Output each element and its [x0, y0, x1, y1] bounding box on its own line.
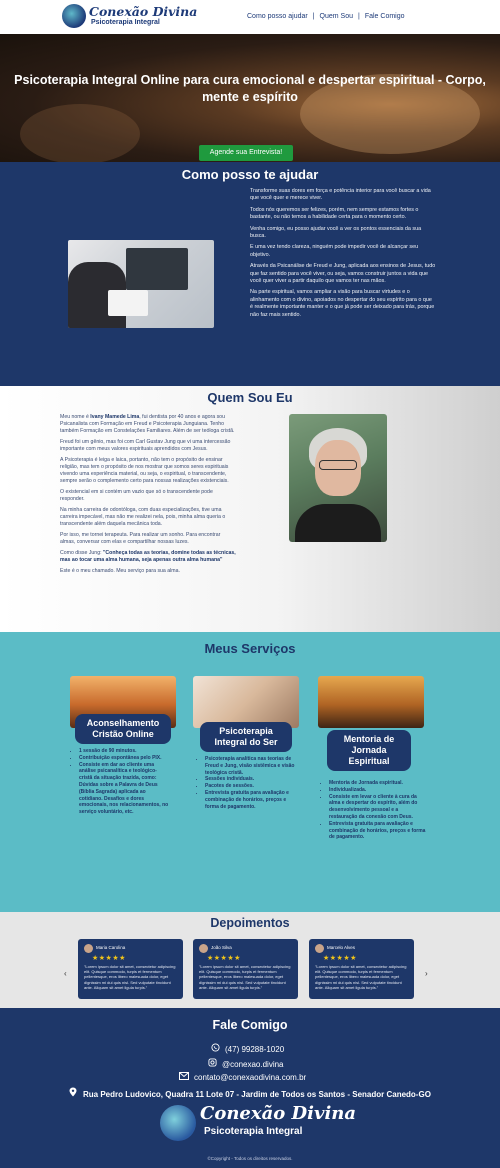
hero-hands-image-left — [20, 104, 140, 164]
nav-link-fale-comigo[interactable]: Fale Comigo — [364, 13, 405, 20]
section-title: Quem Sou Eu — [207, 390, 293, 405]
nav-link-quem-sou[interactable]: Quem Sou — [319, 13, 353, 20]
service-list-psicoterapia — [198, 756, 296, 810]
rating-stars-icon: ★★★★★ — [323, 955, 357, 962]
list-item: • Mentoria de Jornada espiritual. — [329, 780, 426, 787]
contact-address — [68, 1087, 431, 1099]
paragraph: Venha comigo, eu posso ajudar você a ver os pontos essenciais da sua busca. — [250, 225, 422, 240]
nav-separator: | — [358, 13, 360, 20]
list-item: • Psicoterapia analítica nas teorias de Freud e Jung, visão sistêmica e visão teológica cristã. — [205, 756, 296, 776]
photo-shirt-shape — [295, 504, 381, 542]
service-title-aconselhamento[interactable]: Aconselhamento Cristão Online — [75, 714, 171, 744]
footer-logo-tagline: Psicoterapia Integral — [204, 1126, 303, 1137]
contact-whatsapp[interactable] — [210, 1043, 284, 1054]
header-logo[interactable] — [62, 4, 198, 30]
paragraph: Por isso, me tornei terapeuta. Para realizar um sonho. Para encontrar almas, conversar com elas e compartilhar nossas luzes. — [60, 532, 221, 545]
testimonial-name: Marcelo Alves — [327, 945, 356, 950]
logo-title: Conexão Divina — [89, 4, 198, 19]
section-como-posso-ajudar — [0, 162, 500, 386]
paragraph: Freud foi um gênio, mas foi com Carl Gustav Jung que vi uma intercessão importante com meus valores espirituais aprendidos com Jesus. — [60, 439, 231, 452]
intro-text-cont: , fui dentista por 40 anos e agora sou Psicanalista com Formação em Freud e Psicoterapia Junguiana. Tenho também Formação em Constelações Familiares. Além de ser teóloga cristã. — [60, 414, 235, 434]
paragraph: Na minha carreira de odontóloga, com duas especializações, tive uma carreira impecável, mas não me realizei nela, pois, minha alma queria o transcendente além daquela mecânica toda. — [60, 507, 226, 527]
section-title: Como posso te ajudar — [181, 167, 319, 182]
list-item: • Entrevista gratuita para avaliação e combinação de horários, preços e forma de pagamento. — [329, 821, 426, 841]
como-text — [250, 188, 436, 323]
list-item: • Contribuição espontânea pelo PIX. — [79, 755, 170, 762]
avatar — [84, 944, 93, 953]
rating-stars-icon: ★★★★★ — [207, 955, 241, 962]
testimonial-text: "Lorem ipsum dolor sit amet, consectetur adipiscing elit. Quisque commodo, turpis et fermentum pellentesque, eros libero malesuada dolor, eget dignissim mi dui quis nisl. Sed vulputate tincidunt ante. Aliquam sit amet ligula turpis." — [84, 964, 176, 990]
avatar — [315, 944, 324, 953]
testimonial-name: Maria Carolina — [96, 945, 126, 950]
testimonial-card — [193, 939, 298, 999]
section-title: Depoimentos — [210, 916, 290, 930]
footer-logo[interactable] — [160, 1103, 357, 1147]
contact-instagram[interactable] — [207, 1058, 284, 1069]
service-list-mentoria — [322, 780, 426, 841]
closing-paragraph: Este é o meu chamado. Meu serviço para sua alma. — [60, 568, 180, 574]
email-address: contato@conexaodivina.com.br — [194, 1073, 307, 1082]
whatsapp-number: (47) 99288-1020 — [225, 1045, 285, 1054]
monitor-shape — [126, 248, 188, 290]
list-item: • Individualizada. — [329, 787, 426, 794]
rating-stars-icon: ★★★★★ — [92, 955, 126, 962]
quem-text — [60, 414, 236, 579]
address-text: Rua Pedro Ludovico, Quadra 11 Lote 07 - Jardim de Todos os Santos - Senador Canedo-GO — [83, 1090, 431, 1099]
hero-title: Psicoterapia Integral Online para cura emocional e despertar espiritual - Corpo, mente e espírito — [14, 73, 486, 104]
list-item: • Consiste em levar o cliente à cura da alma e despertar do espírito, além do desenvolvimento pessoal e a restauração da conexão com Deus. — [329, 794, 426, 821]
intro-text: Meu nome é — [60, 414, 91, 420]
copyright: ©Copyright - Todos os direitos reservados. — [207, 1156, 293, 1161]
instagram-handle: @conexao.divina — [222, 1060, 284, 1069]
footer-logo-title: Conexão Divina — [200, 1103, 357, 1124]
service-image-psicoterapia — [193, 676, 299, 728]
list-item: • Sessões individuais. — [205, 776, 296, 783]
section-quem-sou — [0, 386, 500, 632]
list-item: • Consiste em dar ao cliente uma análise psicanalítica e teológico-cristã da situação trazida, como: Dúvidas sobre a Palavra de Deus (Bíblia Sagrada) aplicada ao cotidiano. Desafios e dores emocionais, nos relacionamentos, no serviço voluntário, etc. — [79, 762, 170, 816]
hero-banner — [0, 34, 500, 162]
testimonial-card — [309, 939, 414, 999]
logo-tagline: Psicoterapia Integral — [91, 19, 160, 26]
nav-link-como-posso-ajudar[interactable]: Como posso ajudar — [247, 13, 308, 20]
intro-paragraph — [60, 414, 236, 435]
photo-glasses-shape — [319, 460, 357, 470]
section-depoimentos — [0, 912, 500, 1008]
paragraph: Através da Psicanálise de Freud e Jung, aplicada aos ensinos de Jesus, tudo que faz sentido para você viver, ou seja, vamos construir juntos a vida que você quer viver a partir daquilo que vamos ter nas mãos. — [250, 263, 436, 285]
author-name: Ivany Mamede Lima — [90, 414, 140, 420]
map-pin-icon — [68, 1087, 78, 1099]
instagram-icon — [207, 1058, 217, 1069]
list-item: • Pacotes de sessões. — [205, 783, 296, 790]
main-nav — [244, 13, 408, 20]
carousel-prev-arrow-icon[interactable]: ‹ — [64, 969, 67, 978]
testimonial-card — [78, 939, 183, 999]
testimonial-name: João Silva — [211, 945, 232, 950]
paragraph: Todos nós queremos ser felizes, porém, nem sempre estamos fortes o bastante, ou não temos a habilidade certa para o momento certo. — [250, 206, 419, 221]
site-header — [0, 0, 500, 34]
therapy-session-image — [68, 240, 214, 328]
author-photo — [289, 414, 387, 542]
quote-paragraph — [60, 550, 236, 564]
avatar — [199, 944, 208, 953]
carousel-next-arrow-icon[interactable]: › — [425, 969, 428, 978]
logo-emblem-icon — [160, 1105, 196, 1141]
logo-emblem-icon — [62, 4, 86, 28]
service-list-aconselhamento — [72, 748, 170, 816]
section-fale-comigo — [0, 1008, 500, 1168]
testimonial-text: "Lorem ipsum dolor sit amet, consectetur adipiscing elit. Quisque commodo, turpis et fermentum pellentesque, eros libero malesuada dolor, eget dignissim mi dui quis nisl. Sed vulputate tincidunt ante. Aliquam sit amet ligula turpis." — [199, 964, 291, 990]
paragraph: O existencial em si contém um vazio que só o transcendente pode responder. — [60, 489, 213, 502]
section-title: Fale Comigo — [212, 1018, 288, 1032]
nav-separator: | — [312, 13, 315, 20]
list-item: • Entrevista gratuita para avaliação e combinação de horários, preços e forma de pagamento. — [205, 790, 296, 810]
service-title-psicoterapia[interactable]: Psicoterapia Integral do Ser — [200, 722, 292, 752]
jung-quote: "Conheça todas as teorias, domine todas as técnicas, mas ao tocar uma alma humana, seja apenas outra alma humana" — [60, 550, 236, 563]
service-title-mentoria[interactable]: Mentoria de Jornada Espiritual — [327, 730, 411, 771]
paragraph: A Psicoterapia é leiga e laica, portanto, não tem o propósito de ensinar religião, mas tem o propósito de nos mostrar que somos seres espirituais vivendo uma experiência material, ou seja, o espiritual, o transcendente, sempre serão o complemento certo para nossas realizações existenciais. — [60, 457, 229, 484]
paragraph: E uma vez tendo clareza, ninguém pode impedir você de alcançar seu objetivo. — [250, 244, 419, 258]
section-servicos — [0, 632, 500, 912]
list-item: • 1 sessão de 90 minutos. — [79, 748, 170, 755]
paragraph: Na parte espiritual, vamos ampliar a visão para buscar virtudes e o alinhamento com o divino, apoiados no despertar do seu espírito para o que é realmente importante manter e o que já pode ser deixado para trás, porque não faz mais sentido. — [250, 289, 435, 318]
whatsapp-icon — [210, 1043, 220, 1054]
testimonial-text: "Lorem ipsum dolor sit amet, consectetur adipiscing elit. Quisque commodo, turpis et fermentum pellentesque, eros libero malesuada dolor, eget dignissim mi dui quis nisl. Sed vulputate tincidunt ante. Aliquam sit amet ligula turpis." — [315, 964, 407, 990]
contact-email[interactable] — [179, 1072, 306, 1082]
quote-intro: Como disse Jung: — [60, 550, 103, 556]
paragraph: Transforme suas dores em força e potência interior para você buscar a vida que você quer e merece viver. — [250, 188, 431, 202]
envelope-icon — [179, 1072, 189, 1082]
section-title: Meus Serviços — [204, 641, 296, 656]
notes-shape — [108, 290, 148, 316]
schedule-interview-button[interactable]: Agende sua Entrevista! — [199, 145, 293, 161]
service-image-mentoria — [318, 676, 424, 728]
